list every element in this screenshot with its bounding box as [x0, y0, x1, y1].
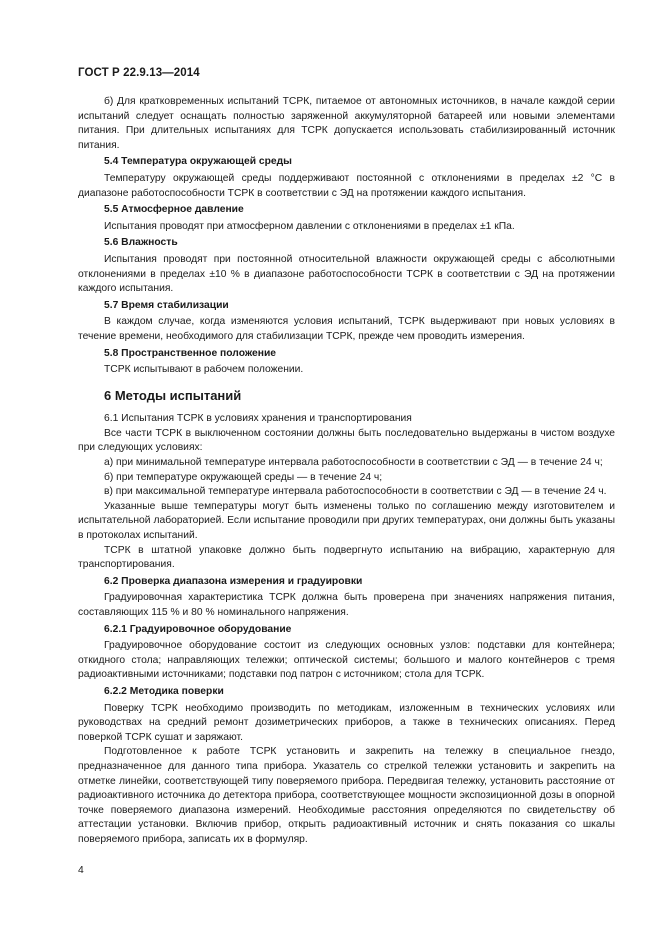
section-6-2-2-title: 6.2.2 Методика поверки: [104, 685, 224, 697]
section-5-8-title: 5.8 Пространственное положение: [104, 347, 277, 359]
section-6-2-text: Градуировочная характеристика ТСРК должна быть проверена при значениях напряжения питания, составляющих 115 % и 80 % номинального напряжения.: [78, 592, 615, 618]
section-6-2-2-text-2: Подготовленное к работе ТСРК установить и закрепить на тележку в специальное гнездо, предназначенное для данного типа прибора. Указатель со стрелкой тележки установить и закрепить на отметке линейки, соответствующей типу поверяемого прибора. Передвигая тележку, установить расстояние от радиоактивного источника до детектора прибора, соответствующее мощности экспозиционной дозы в опорной точке поверяемого диапазона измерений. Необходимые расстояния определяются по свидетельству об аттестации установки. Включив прибор, открыть радиоактивный источник и снять показания со шкалы поверяемого прибора, записать их в формуляр.: [78, 746, 615, 845]
section-5-5-title: 5.5 Атмосферное давление: [104, 204, 244, 216]
section-5-7-title: 5.7 Время стабилизации: [104, 299, 229, 311]
section-6-1-text: Все части ТСРК в выключенном состоянии должны быть последовательно выдержаны в чистом воздухе при следующих условиях:: [78, 427, 615, 454]
section-5-6-title: 5.6 Влажность: [104, 237, 178, 249]
section-6-1-pack: ТСРК в штатной упаковке должно быть подвергнуто испытанию на вибрацию, характерную для транспортирования.: [78, 544, 615, 571]
section-5-5-text: Испытания проводят при атмосферном давлении с отклонениями в пределах ±1 кПа.: [104, 220, 515, 232]
section-6-title: 6 Методы испытаний: [104, 387, 242, 403]
section-6-2-2-text-1: Поверку ТСРК необходимо производить по методикам, изложенным в технических условиях или руководствах на средний ремонт дозиметрических приборов, а также в технических описаниях. Перед поверкой ТСРК сушат и заряжают.: [78, 702, 615, 743]
section-5-8-text: ТСРК испытывают в рабочем положении.: [104, 364, 304, 376]
paragraph-b: б) Для кратковременных испытаний ТСРК, питаемое от автономных источников, в начале каждой серии испытаний следует оснащать полностью заряженной аккумуляторной батареей или новыми элементами питания. При длительных испытаниях для ТСРК допускается использовать стабилизированный источник питания.: [78, 96, 615, 151]
list-item-c: в) при максимальной температуре интервала работоспособности в соответствии с ЭД — в течение 24 ч.: [104, 486, 607, 498]
list-item-b: б) при температуре окружающей среды — в течение 24 ч;: [104, 471, 383, 483]
document-body: [78, 95, 615, 848]
section-6-2-1-text: Градуировочное оборудование состоит из следующих основных узлов: подставки для контейнера; откидного стола; направляющих тележки; оптической системы; большого и малого контейнеров с тремя радиоактивными источниками; подставки под патрон с источником; стола для ТСРК.: [78, 640, 615, 681]
page-number: 4: [78, 865, 84, 876]
section-5-7-text: В каждом случае, когда изменяются условия испытаний, ТСРК выдерживают при новых условиях в течение времени, необходимого для стабилизации ТСРК, прежде чем проводить измерения.: [78, 316, 615, 342]
section-6-1-note: Указанные выше температуры могут быть изменены только по соглашению между изготовителем и испытательной лабораторией. Если испытание проводили при других температурах, они должны быть указаны в протоколах испытаний.: [78, 500, 615, 542]
section-5-4-title: 5.4 Температура окружающей среды: [104, 156, 292, 168]
list-item-a: а) при минимальной температуре интервала работоспособности в соответствии с ЭД — в течение 24 ч;: [104, 457, 603, 469]
document-header: ГОСТ Р 22.9.13—2014: [78, 67, 200, 79]
section-5-4-text: Температуру окружающей среды поддерживают постоянной с отклонениями в пределах ±2 °С в диапазоне работоспособности ТСРК в соответствии с ЭД на протяжении каждого испытания.: [78, 172, 615, 199]
section-5-6-text: Испытания проводят при постоянной относительной влажности окружающей среды с абсолютными отклонениями в пределах ±10 % в диапазоне работоспособности ТСРК в соответствии с ЭД на протяжении каждого испытания.: [78, 253, 615, 295]
section-6-2-title: 6.2 Проверка диапазона измерения и градуировки: [104, 575, 363, 587]
section-6-1-title: 6.1 Испытания ТСРК в условиях хранения и транспортирования: [104, 413, 412, 425]
section-6-2-1-title: 6.2.1 Градуировочное оборудование: [104, 623, 292, 635]
